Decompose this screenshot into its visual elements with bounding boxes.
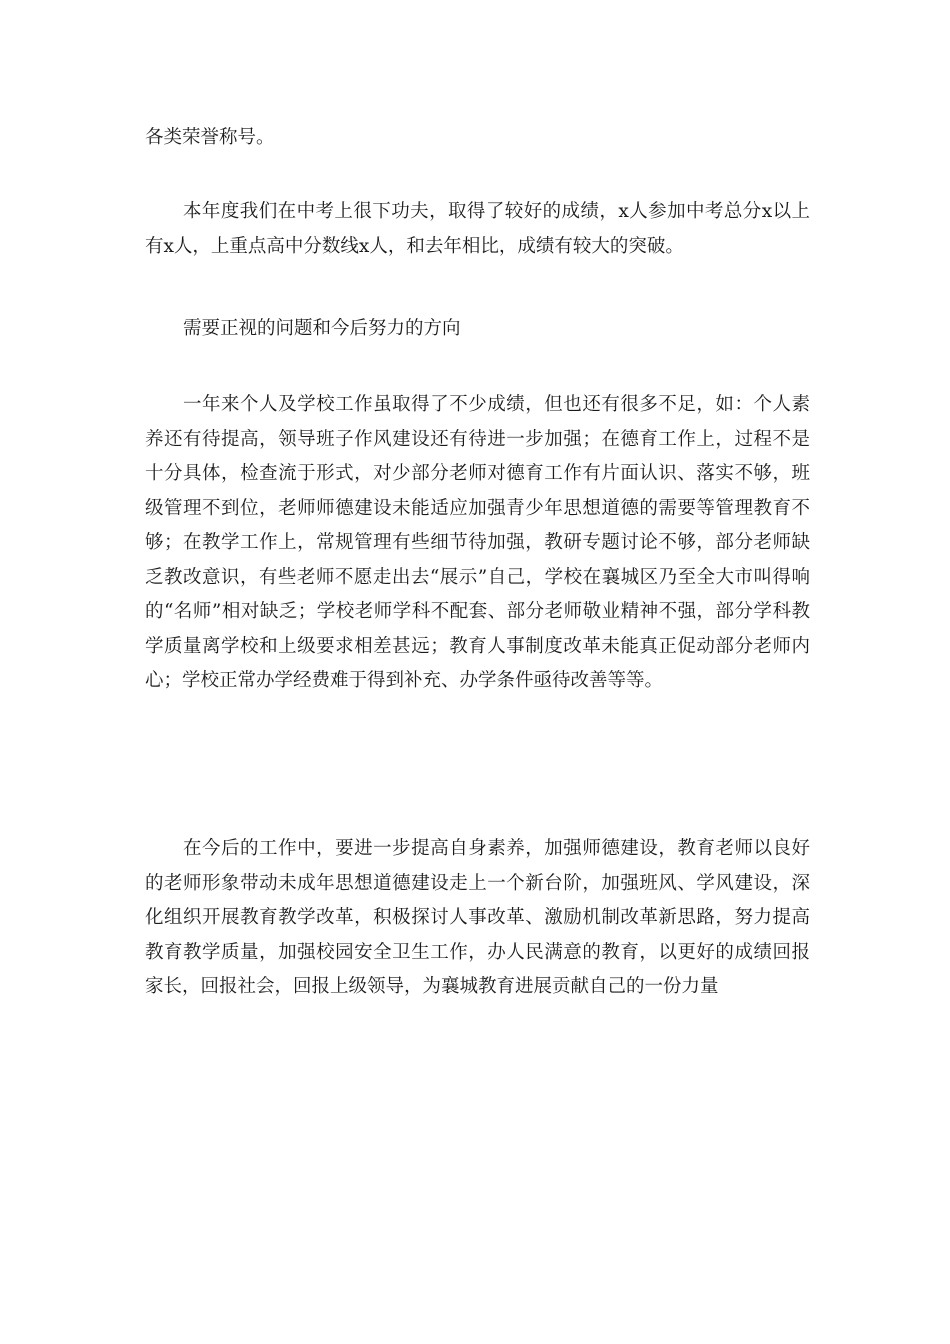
paragraph-continuation: 各类荣誉称号。 xyxy=(145,127,275,148)
paragraph-future-direction: 在今后的工作中，要进一步提高自身素养，加强师德建设，教育老师以良好的老师形象带动未成年思想道德建设走上一个新台阶，加强班风、学风建设，深化组织开展教育教学改革，积极探讨人事改革、激励机制改革新思路，努力提高教育教学质量，加强校园安全卫生工作，办人民满意的教育，以更好的成绩回报家长，回报社会，回报上级领导，为襄城教育进展贡献自己的一份力量 xyxy=(145,838,810,997)
paragraph-exam-results: 本年度我们在中考上很下功夫，取得了较好的成绩，x人参加中考总分x以上有x人，上重点高中分数线x人，和去年相比，成绩有较大的突破。 xyxy=(145,201,810,257)
section-heading: 需要正视的问题和今后努力的方向 xyxy=(183,318,461,339)
paragraph-problems: 一年来个人及学校工作虽取得了不少成绩，但也还有很多不足，如：个人素养还有待提高，领导班子作风建设还有待进一步加强；在德育工作上，过程不是十分具体，检查流于形式，对少部分老师对德育工作有片面认识、落实不够，班级管理不到位，老师师德建设未能适应加强青少年思想道德的需要等管理教育不够；在教学工作上，常规管理有些细节待加强，教研专题讨论不够，部分老师缺乏教改意识，有些老师不愿走出去“展示”自己，学校在襄城区乃至全大市叫得响的“名师”相对缺乏；学校老师学科不配套、部分老师敬业精神不强，部分学科教学质量离学校和上级要求相差甚远；教育人事制度改革未能真正促动部分老师内心；学校正常办学经费难于得到补充、办学条件亟待改善等等。 xyxy=(145,394,810,691)
